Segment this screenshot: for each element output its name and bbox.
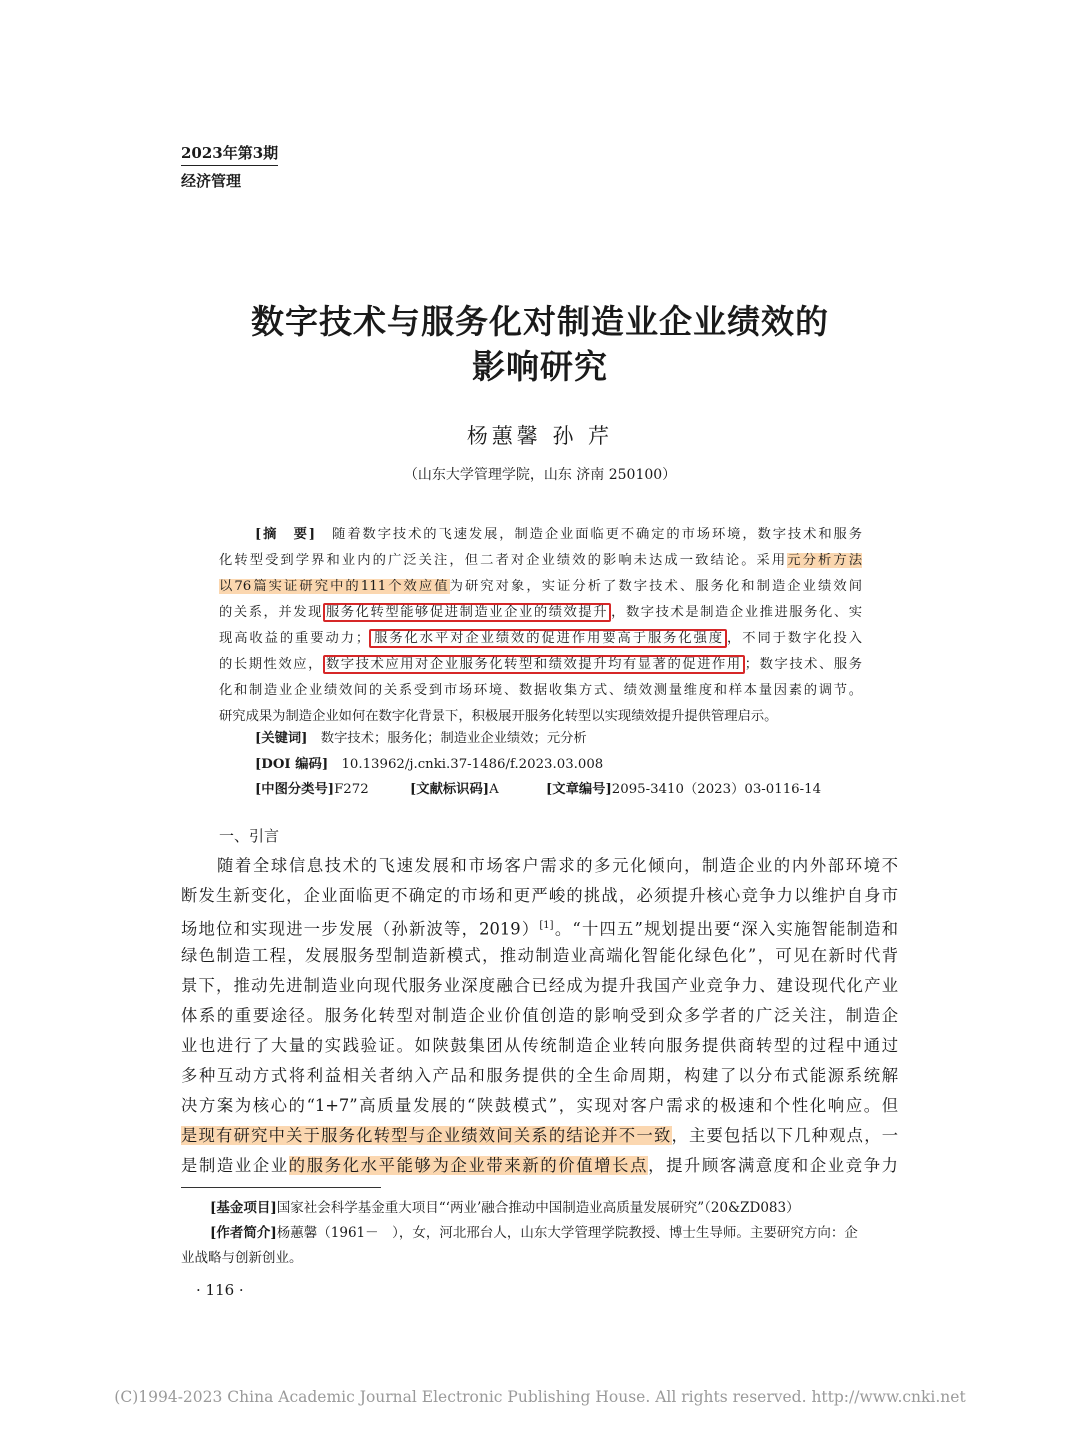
boxed-finding: 服务化水平对企业绩效的促进作用要高于服务化强度 (369, 629, 727, 648)
highlight: 以76篇实证研究中的111个效应值 (219, 579, 450, 594)
section-heading: 一、引言 (219, 827, 280, 845)
abstract-line-5: 现高收益的重要动力； 服务化水平对企业绩效的促进作用要高于服务化强度 ，不同于数字化投入 (219, 631, 863, 646)
body-line-5: 景下，推动先进制造业向现代服务业深度融合已经成为提升我国产业竞争力、建设现代化产业 (181, 976, 898, 995)
abstract-line-1: [摘 要] 随着数字技术的飞速发展，制造企业面临更不确定的市场环境，数字技术和服务 (255, 527, 862, 542)
doc-code: [文献标识码]A (410, 782, 499, 797)
abstract-line-6: 的长期性效应， 数字技术应用对企业服务化转型和绩效提升均有显著的促进作用 ；数字技术、服务 (219, 657, 863, 672)
body-line-8: 多种互动方式将利益相关者纳入产品和服务提供的全生命周期，构建了以分布式能源系统解 (181, 1066, 898, 1085)
paper-title-line1: 数字技术与服务化对制造业企业绩效的 (251, 302, 829, 341)
doi: [DOI 编码] 10.13962/j.cnki.37-1486/f.2023.03.008 (255, 757, 604, 772)
page-number: · 116 · (196, 1281, 244, 1299)
journal-name: 经济管理 (181, 172, 242, 190)
abstract-line-3: 以76篇实证研究中的111个效应值为研究对象，实证分析了数字技术、服务化和制造企业绩效间 (219, 579, 862, 594)
body-line-3: 场地位和实现进一步发展（孙新波等，2019）[1]。“十四五”规划提出要“深入实施智能制造和 (181, 919, 898, 939)
body-line-7: 业也进行了大量的实践验证。如陕鼓集团从传统制造企业转向服务提供商转型的过程中通过 (181, 1036, 898, 1055)
authors: 杨蕙馨 孙 芹 (466, 424, 614, 448)
highlight: 元分析方法 (787, 553, 863, 568)
footnote-divider (181, 1187, 381, 1188)
body-line-6: 体系的重要途径。服务化转型对制造企业价值创造的影响受到众多学者的广泛关注，制造企 (181, 1006, 898, 1025)
affiliation: （山东大学管理学院，山东 济南 250100） (403, 467, 677, 483)
keywords: [关键词] 数字技术；服务化；制造业企业绩效；元分析 (255, 731, 587, 746)
body-line-1: 随着全球信息技术的飞速发展和市场客户需求的多元化倾向，制造企业的内外部环境不 (217, 856, 898, 875)
fund-footnote: [基金项目]国家社会科学基金重大项目“‘两业’融合推动中国制造业高质量发展研究”（20&ZD083） (210, 1200, 800, 1216)
abstract-line-4: 的关系，并发现 服务化转型能够促进制造业企业的绩效提升 ，数字技术是制造企业推进服务化、实 (219, 605, 863, 620)
abstract-line-8: 研究成果为制造企业如何在数字化背景下，积极展开服务化转型以实现绩效提升提供管理启示。 (219, 709, 778, 724)
copyright-notice: (C)1994-2023 China Academic Journal Electronic Publishing House. All rights reserved. http://www.cnki.net (114, 1388, 966, 1406)
abstract-line-7: 化和制造业企业绩效间的关系受到市场环境、数据收集方式、绩效测量维度和样本量因素的调节。 (219, 683, 862, 698)
clc-number: [中图分类号]F272 (255, 782, 369, 797)
article-number: [文章编号]2095-3410（2023）03-0116-14 (546, 782, 822, 797)
body-line-4: 绿色制造工程，发展服务型制造新模式，推动制造业高端化智能化绿色化”，可见在新时代背 (181, 946, 898, 965)
abstract-line-2: 化转型受到学界和业内的广泛关注，但二者对企业绩效的影响未达成一致结论。采用元分析方法 (219, 553, 863, 568)
boxed-finding: 数字技术应用对企业服务化转型和绩效提升均有显著的促进作用 (323, 655, 745, 674)
body-line-11: 是制造业企业的服务化水平能够为企业带来新的价值增长点，提升顾客满意度和企业竞争力 (181, 1156, 898, 1175)
author-footnote-cont: 业战略与创新创业。 (181, 1250, 303, 1266)
issue-label: 2023年第3期 (181, 142, 278, 166)
citation-ref: [1] (539, 920, 554, 931)
author-footnote: [作者简介]杨蕙馨（1961－ ），女，河北邢台人，山东大学管理学院教授、博士生导师。主要研究方向：企 (210, 1225, 858, 1241)
boxed-finding: 服务化转型能够促进制造业企业的绩效提升 (323, 603, 611, 622)
abstract-label: [摘 要] (255, 527, 316, 542)
highlight: 的服务化水平能够为企业带来新的价值增长点 (288, 1156, 649, 1175)
body-line-9: 决方案为核心的“1+7”高质量发展的“陕鼓模式”，实现对客户需求的极速和个性化响应。但 (181, 1096, 898, 1115)
body-line-2: 断发生新变化，企业面临更不确定的市场和更严峻的挑战，必须提升核心竞争力以维护自身市 (181, 886, 898, 905)
body-line-10: 是现有研究中关于服务化转型与企业绩效间关系的结论并不一致，主要包括以下几种观点，一 (181, 1126, 898, 1145)
highlight: 是现有研究中关于服务化转型与企业绩效间关系的结论并不一致 (181, 1126, 672, 1145)
paper-title-line2: 影响研究 (472, 347, 608, 386)
